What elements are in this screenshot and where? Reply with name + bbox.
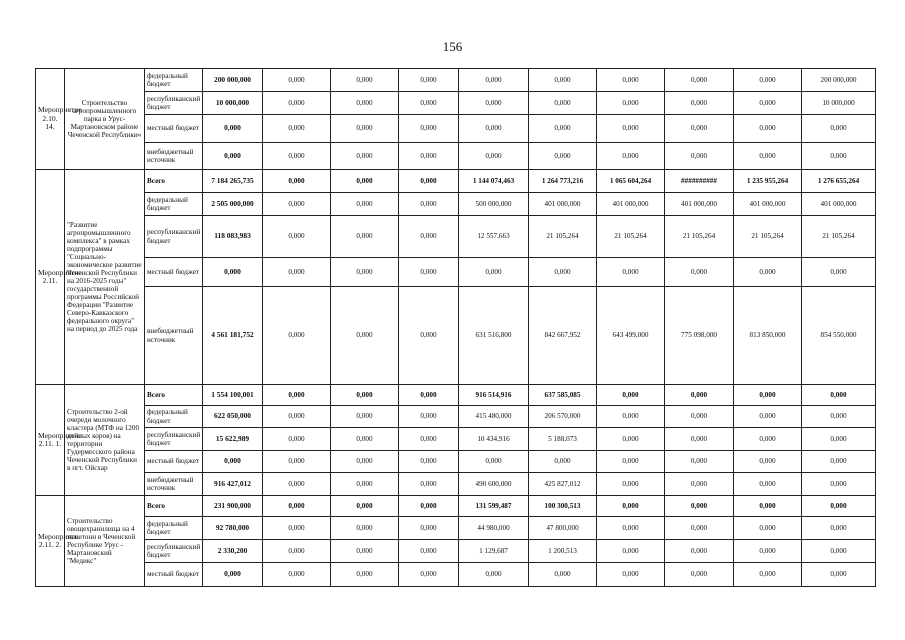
year-amount: 0,000 <box>263 385 331 406</box>
year-amount: 0,000 <box>399 92 459 115</box>
year-amount: 0,000 <box>331 473 399 496</box>
year-amount: 0,000 <box>802 517 876 540</box>
year-amount: 401 000,000 <box>597 193 665 216</box>
year-amount: 0,000 <box>331 170 399 193</box>
year-amount: 0,000 <box>802 428 876 451</box>
year-amount: 0,000 <box>665 428 734 451</box>
year-amount: 500 000,000 <box>459 193 529 216</box>
year-amount: 21 105,264 <box>529 216 597 258</box>
year-amount: 0,000 <box>529 563 597 587</box>
total-amount: 118 083,983 <box>203 216 263 258</box>
year-amount: 1 235 955,264 <box>734 170 802 193</box>
year-amount: 0,000 <box>331 496 399 517</box>
year-amount: 0,000 <box>399 563 459 587</box>
funding-source: местный бюджет <box>145 115 203 143</box>
total-amount: 2 330,200 <box>203 540 263 563</box>
year-amount: 12 557,663 <box>459 216 529 258</box>
year-amount: 0,000 <box>399 428 459 451</box>
year-amount: 1 144 074,463 <box>459 170 529 193</box>
total-amount: 231 900,000 <box>203 496 263 517</box>
year-amount: 0,000 <box>399 451 459 473</box>
year-amount: 0,000 <box>597 69 665 92</box>
year-amount: 0,000 <box>263 406 331 428</box>
year-amount: 0,000 <box>529 69 597 92</box>
year-amount: 0,000 <box>734 115 802 143</box>
table-row <box>36 473 876 496</box>
year-amount: 401 000,000 <box>734 193 802 216</box>
year-amount: 0,000 <box>529 115 597 143</box>
year-amount: 0,000 <box>665 115 734 143</box>
year-amount: 0,000 <box>459 451 529 473</box>
year-amount: 401 000,000 <box>665 193 734 216</box>
measure-name: Строительство овощехранилища на 4 тыс. тонн в Чеченской Республике Урус - Мартановский "Медикс" <box>65 496 145 587</box>
year-amount: 0,000 <box>399 115 459 143</box>
funding-source: республиканский бюджет <box>145 216 203 258</box>
total-amount: 0,000 <box>203 143 263 170</box>
year-amount: 0,000 <box>331 193 399 216</box>
year-amount: 0,000 <box>263 563 331 587</box>
year-amount: 0,000 <box>597 385 665 406</box>
year-amount: 0,000 <box>665 69 734 92</box>
year-amount: 0,000 <box>331 451 399 473</box>
table-row <box>36 428 876 451</box>
year-amount: 0,000 <box>529 92 597 115</box>
year-amount: 0,000 <box>263 193 331 216</box>
year-amount: 0,000 <box>399 193 459 216</box>
year-amount: 0,000 <box>459 69 529 92</box>
total-amount: 92 780,000 <box>203 517 263 540</box>
year-amount: 0,000 <box>459 92 529 115</box>
year-amount: 0,000 <box>597 92 665 115</box>
table-row <box>36 496 876 517</box>
year-amount: 854 550,000 <box>802 287 876 385</box>
table-row <box>36 287 876 385</box>
funding-source: внебюджетный источник <box>145 473 203 496</box>
year-amount: 0,000 <box>263 496 331 517</box>
year-amount: 0,000 <box>263 428 331 451</box>
funding-source: федеральный бюджет <box>145 193 203 216</box>
year-amount: 0,000 <box>399 517 459 540</box>
year-amount: 916 514,916 <box>459 385 529 406</box>
funding-source: республиканский бюджет <box>145 92 203 115</box>
year-amount: 0,000 <box>665 258 734 287</box>
year-amount: 47 800,000 <box>529 517 597 540</box>
year-amount: 206 570,000 <box>529 406 597 428</box>
total-amount: 0,000 <box>203 115 263 143</box>
year-amount: 0,000 <box>802 451 876 473</box>
funding-source: республиканский бюджет <box>145 540 203 563</box>
year-amount: 0,000 <box>597 258 665 287</box>
total-amount: 200 000,000 <box>203 69 263 92</box>
funding-source: внебюджетный источник <box>145 287 203 385</box>
year-amount: 775 098,000 <box>665 287 734 385</box>
year-amount: 401 000,000 <box>802 193 876 216</box>
year-amount: 0,000 <box>399 170 459 193</box>
funding-source: местный бюджет <box>145 451 203 473</box>
funding-source: местный бюджет <box>145 563 203 587</box>
table-row <box>36 258 876 287</box>
year-amount: 21 105,264 <box>665 216 734 258</box>
year-amount: 0,000 <box>331 406 399 428</box>
year-amount: 0,000 <box>263 451 331 473</box>
year-amount: 0,000 <box>665 406 734 428</box>
table-row <box>36 143 876 170</box>
funding-source: федеральный бюджет <box>145 406 203 428</box>
year-amount: 0,000 <box>331 428 399 451</box>
year-amount: 0,000 <box>529 258 597 287</box>
total-amount: 0,000 <box>203 563 263 587</box>
year-amount: 0,000 <box>331 143 399 170</box>
year-amount: 0,000 <box>597 143 665 170</box>
year-amount: 0,000 <box>459 258 529 287</box>
year-amount: 0,000 <box>597 115 665 143</box>
year-amount: 0,000 <box>263 92 331 115</box>
total-amount: 916 427,012 <box>203 473 263 496</box>
year-amount: 631 516,800 <box>459 287 529 385</box>
year-amount: 490 600,000 <box>459 473 529 496</box>
year-amount: 0,000 <box>734 92 802 115</box>
year-amount: 1 129,687 <box>459 540 529 563</box>
year-amount: 5 188,073 <box>529 428 597 451</box>
year-amount: 0,000 <box>802 385 876 406</box>
total-amount: 0,000 <box>203 258 263 287</box>
funding-source: Всего <box>145 385 203 406</box>
year-amount: 0,000 <box>597 517 665 540</box>
year-amount: 1 264 773,216 <box>529 170 597 193</box>
year-amount: 0,000 <box>331 216 399 258</box>
year-amount: 0,000 <box>597 540 665 563</box>
year-amount: 0,000 <box>734 451 802 473</box>
year-amount: ########## <box>665 170 734 193</box>
year-amount: 1 065 604,264 <box>597 170 665 193</box>
year-amount: 0,000 <box>399 287 459 385</box>
year-amount: 0,000 <box>802 496 876 517</box>
year-amount: 0,000 <box>263 170 331 193</box>
year-amount: 0,000 <box>665 385 734 406</box>
year-amount: 0,000 <box>597 428 665 451</box>
measure-name: "Развитие агропромышленного комплекса" в рамках подпрограммы "Социально-экономическое развитие Чеченской Республики на 2016-2025 годы" государственной программы Российской Федерации "Развитие Северо-Кавказского федерального округа" на период до 2025 года <box>65 170 145 385</box>
total-amount: 622 050,000 <box>203 406 263 428</box>
year-amount: 0,000 <box>802 115 876 143</box>
year-amount: 0,000 <box>459 115 529 143</box>
year-amount: 21 105,264 <box>597 216 665 258</box>
year-amount: 1 276 655,264 <box>802 170 876 193</box>
year-amount: 0,000 <box>331 287 399 385</box>
year-amount: 0,000 <box>665 496 734 517</box>
budget-table <box>35 68 876 587</box>
year-amount: 401 000,000 <box>529 193 597 216</box>
year-amount: 0,000 <box>263 473 331 496</box>
total-amount: 0,000 <box>203 451 263 473</box>
funding-source: федеральный бюджет <box>145 517 203 540</box>
year-amount: 0,000 <box>331 69 399 92</box>
year-amount: 0,000 <box>802 143 876 170</box>
year-amount: 0,000 <box>734 496 802 517</box>
year-amount: 0,000 <box>665 143 734 170</box>
total-amount: 2 505 000,000 <box>203 193 263 216</box>
year-amount: 0,000 <box>734 143 802 170</box>
year-amount: 0,000 <box>399 143 459 170</box>
table-row <box>36 92 876 115</box>
year-amount: 0,000 <box>331 258 399 287</box>
total-amount: 1 554 100,001 <box>203 385 263 406</box>
year-amount: 0,000 <box>399 473 459 496</box>
funding-source: внебюджетный источник <box>145 143 203 170</box>
year-amount: 0,000 <box>597 496 665 517</box>
year-amount: 0,000 <box>665 451 734 473</box>
year-amount: 0,000 <box>734 517 802 540</box>
year-amount: 0,000 <box>399 258 459 287</box>
table-row <box>36 216 876 258</box>
year-amount: 0,000 <box>399 69 459 92</box>
year-amount: 0,000 <box>734 69 802 92</box>
year-amount: 0,000 <box>665 563 734 587</box>
funding-source: федеральный бюджет <box>145 69 203 92</box>
year-amount: 0,000 <box>734 406 802 428</box>
total-amount: 10 000,000 <box>203 92 263 115</box>
table-row <box>36 517 876 540</box>
year-amount: 425 827,012 <box>529 473 597 496</box>
funding-source: Всего <box>145 496 203 517</box>
measure-code: Мероприятие 2.11. <box>36 170 65 385</box>
year-amount: 0,000 <box>802 563 876 587</box>
year-amount: 0,000 <box>263 258 331 287</box>
year-amount: 1 200,513 <box>529 540 597 563</box>
table-row <box>36 540 876 563</box>
year-amount: 0,000 <box>399 216 459 258</box>
table-row <box>36 406 876 428</box>
year-amount: 21 105,264 <box>802 216 876 258</box>
year-amount: 0,000 <box>597 473 665 496</box>
year-amount: 0,000 <box>263 216 331 258</box>
measure-name: Строительство 2-ой очереди молочного кластера (МТФ на 1200 дойных коров) на территории Гудермесского района Чеченской Республики в пгт. Ойсхар <box>65 385 145 496</box>
year-amount: 0,000 <box>734 473 802 496</box>
year-amount: 0,000 <box>331 385 399 406</box>
table-row <box>36 193 876 216</box>
year-amount: 100 300,513 <box>529 496 597 517</box>
total-amount: 7 184 265,735 <box>203 170 263 193</box>
year-amount: 0,000 <box>263 115 331 143</box>
year-amount: 0,000 <box>331 563 399 587</box>
measure-name: Строительство агропромышленного парка в Урус-Мартановском районе Чеченской Республики« <box>65 69 145 170</box>
year-amount: 0,000 <box>263 143 331 170</box>
total-amount: 15 622,989 <box>203 428 263 451</box>
year-amount: 0,000 <box>263 69 331 92</box>
year-amount: 0,000 <box>665 540 734 563</box>
year-amount: 0,000 <box>665 473 734 496</box>
year-amount: 0,000 <box>399 385 459 406</box>
year-amount: 0,000 <box>734 258 802 287</box>
year-amount: 0,000 <box>734 563 802 587</box>
funding-source: местный бюджет <box>145 258 203 287</box>
year-amount: 10 000,000 <box>802 92 876 115</box>
year-amount: 0,000 <box>597 563 665 587</box>
measure-code: Мероприятие 2.10. 14. <box>36 69 65 170</box>
year-amount: 44 980,000 <box>459 517 529 540</box>
year-amount: 0,000 <box>331 540 399 563</box>
table-row <box>36 451 876 473</box>
year-amount: 0,000 <box>263 287 331 385</box>
year-amount: 415 480,000 <box>459 406 529 428</box>
year-amount: 0,000 <box>802 258 876 287</box>
table-row <box>36 115 876 143</box>
year-amount: 0,000 <box>331 92 399 115</box>
year-amount: 0,000 <box>263 517 331 540</box>
year-amount: 0,000 <box>734 428 802 451</box>
measure-code: Мероприятие 2.11. 1. <box>36 385 65 496</box>
year-amount: 0,000 <box>597 451 665 473</box>
year-amount: 643 499,000 <box>597 287 665 385</box>
year-amount: 0,000 <box>597 406 665 428</box>
funding-source: республиканский бюджет <box>145 428 203 451</box>
funding-source: Всего <box>145 170 203 193</box>
year-amount: 0,000 <box>802 406 876 428</box>
year-amount: 637 585,085 <box>529 385 597 406</box>
year-amount: 0,000 <box>529 451 597 473</box>
table-row <box>36 69 876 92</box>
total-amount: 4 561 181,752 <box>203 287 263 385</box>
year-amount: 0,000 <box>399 540 459 563</box>
year-amount: 0,000 <box>665 517 734 540</box>
year-amount: 21 105,264 <box>734 216 802 258</box>
table-row <box>36 385 876 406</box>
year-amount: 0,000 <box>734 540 802 563</box>
year-amount: 0,000 <box>331 517 399 540</box>
year-amount: 0,000 <box>459 143 529 170</box>
year-amount: 200 000,000 <box>802 69 876 92</box>
table-row <box>36 563 876 587</box>
year-amount: 10 434,916 <box>459 428 529 451</box>
year-amount: 0,000 <box>263 540 331 563</box>
year-amount: 0,000 <box>802 473 876 496</box>
year-amount: 0,000 <box>331 115 399 143</box>
year-amount: 0,000 <box>802 540 876 563</box>
year-amount: 0,000 <box>399 496 459 517</box>
year-amount: 842 667,952 <box>529 287 597 385</box>
year-amount: 0,000 <box>399 406 459 428</box>
year-amount: 0,000 <box>529 143 597 170</box>
page-number: 156 <box>442 39 463 54</box>
measure-code: Мероприятие 2.11. 2. <box>36 496 65 587</box>
year-amount: 0,000 <box>459 563 529 587</box>
table-row <box>36 170 876 193</box>
year-amount: 0,000 <box>734 385 802 406</box>
year-amount: 813 850,000 <box>734 287 802 385</box>
year-amount: 0,000 <box>665 92 734 115</box>
year-amount: 131 599,487 <box>459 496 529 517</box>
